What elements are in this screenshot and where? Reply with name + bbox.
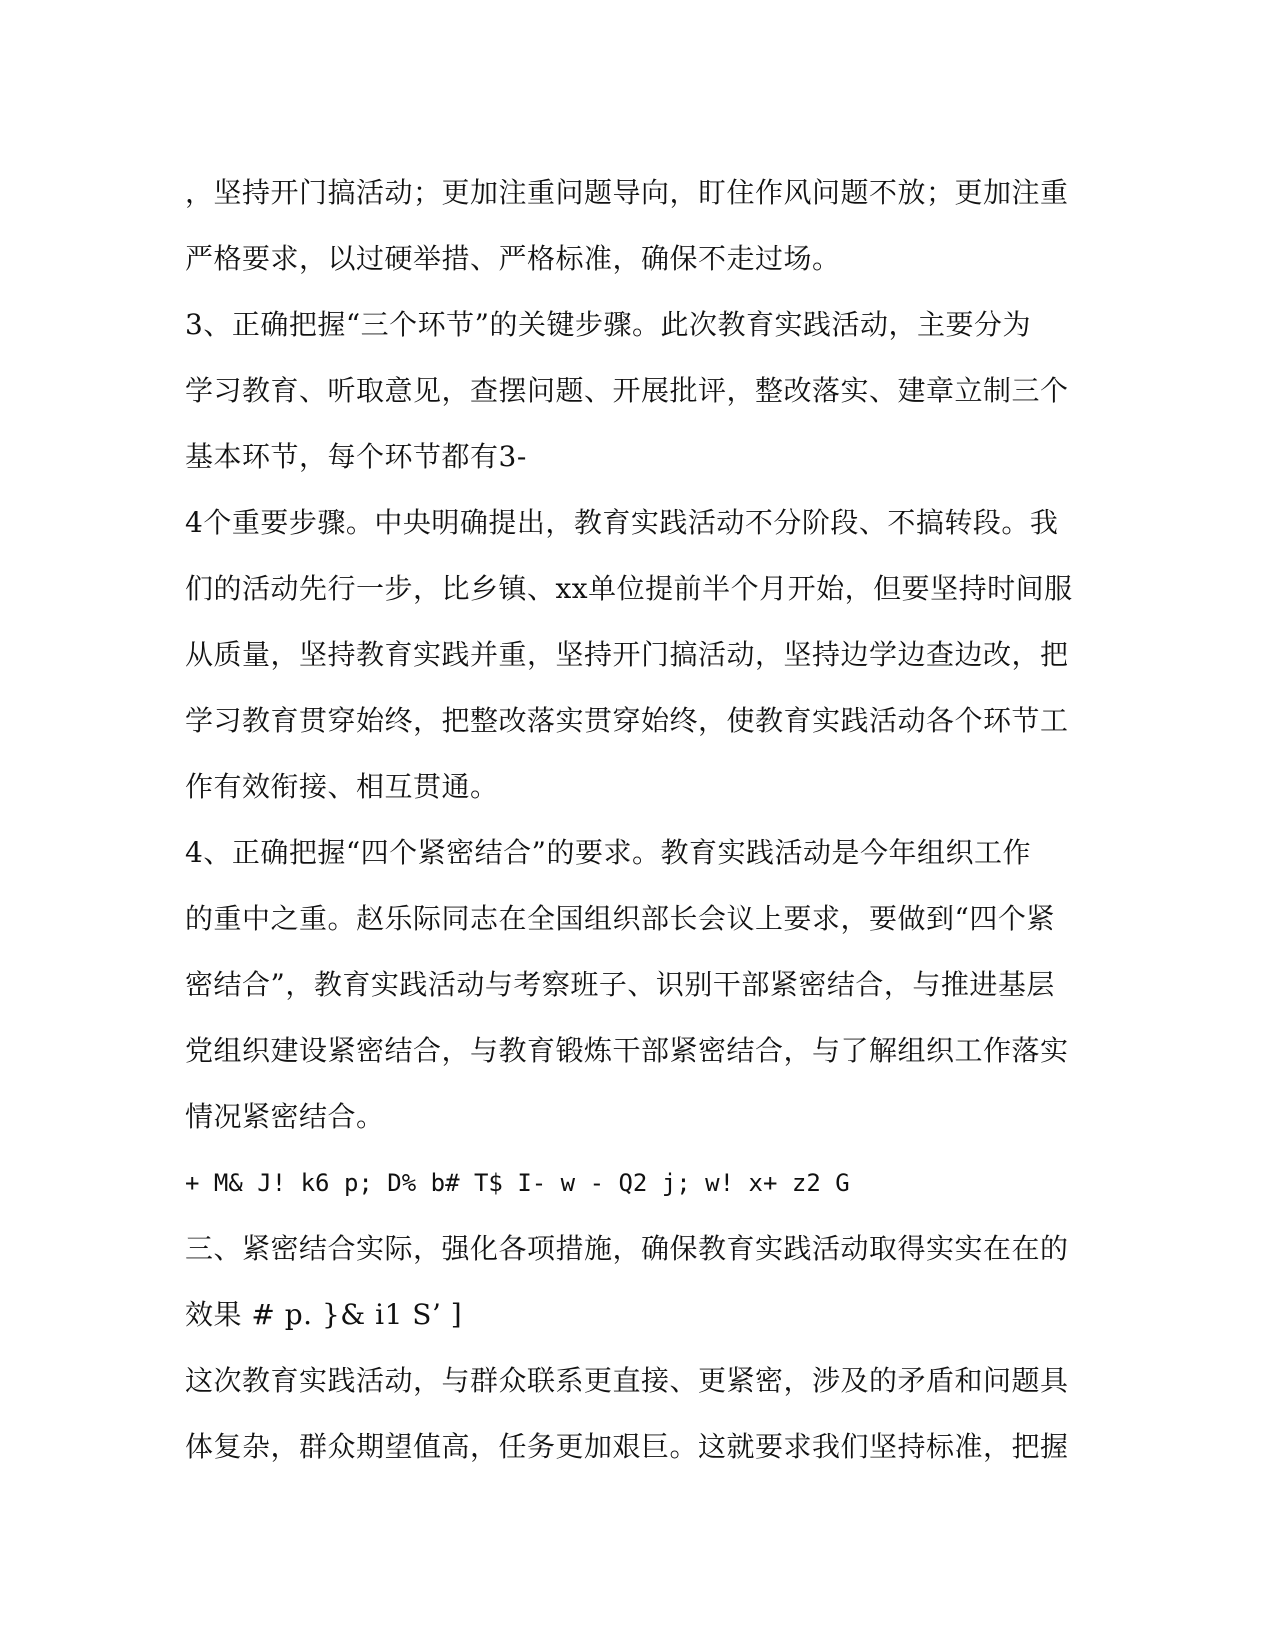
text-line: 体复杂，群众期望值高，任务更加艰巨。这就要求我们坚持标准，把握 xyxy=(185,1430,1069,1463)
text-line: 密结合”，教育实践活动与考察班子、识别干部紧密结合，与推进基层 xyxy=(185,968,1055,1001)
text-line: 们的活动先行一步，比乡镇、xx单位提前半个月开始，但要坚持时间服 xyxy=(185,572,1073,605)
text-line: 学习教育贯穿始终，把整改落实贯穿始终，使教育实践活动各个环节工 xyxy=(185,704,1069,737)
text-line: 3、正确把握“三个环节”的关键步骤。此次教育实践活动，主要分为 xyxy=(185,308,1031,341)
text-line: 基本环节，每个环节都有3- xyxy=(185,440,527,473)
text-line: 作有效衔接、相互贯通。 xyxy=(185,770,499,803)
text-line: 严格要求，以过硬举措、严格标准，确保不走过场。 xyxy=(185,242,841,275)
text-line: 这次教育实践活动，与群众联系更直接、更紧密，涉及的矛盾和问题具 xyxy=(185,1364,1069,1397)
text-line: 的重中之重。赵乐际同志在全国组织部长会议上要求，要做到“四个紧 xyxy=(185,902,1055,935)
text-line: 学习教育、听取意见，查摆问题、开展批评，整改落实、建章立制三个 xyxy=(185,374,1069,407)
text-line: 从质量，坚持教育实践并重，坚持开门搞活动，坚持边学边查边改，把 xyxy=(185,638,1069,671)
text-line: 4个重要步骤。中央明确提出，教育实践活动不分阶段、不搞转段。我 xyxy=(185,506,1059,539)
noise-text-line: + M& J! k6 p; D% b# T$ I- w - Q2 j; w! x+ z2 G xyxy=(185,1169,850,1197)
text-line: 党组织建设紧密结合，与教育锻炼干部紧密结合，与了解组织工作落实 xyxy=(185,1034,1069,1067)
text-line: 情况紧密结合。 xyxy=(185,1100,385,1133)
text-line: 4、正确把握“四个紧密结合”的要求。教育实践活动是今年组织工作 xyxy=(185,836,1031,869)
section-heading: 三、紧密结合实际，强化各项措施，确保教育实践活动取得实实在在的 xyxy=(185,1232,1069,1265)
text-line: ，坚持开门搞活动；更加注重问题导向，盯住作风问题不放；更加注重 xyxy=(185,176,1069,209)
text-line: 效果 # p. }& i1 S’ ] xyxy=(185,1298,463,1331)
body-text xyxy=(185,160,1095,1480)
